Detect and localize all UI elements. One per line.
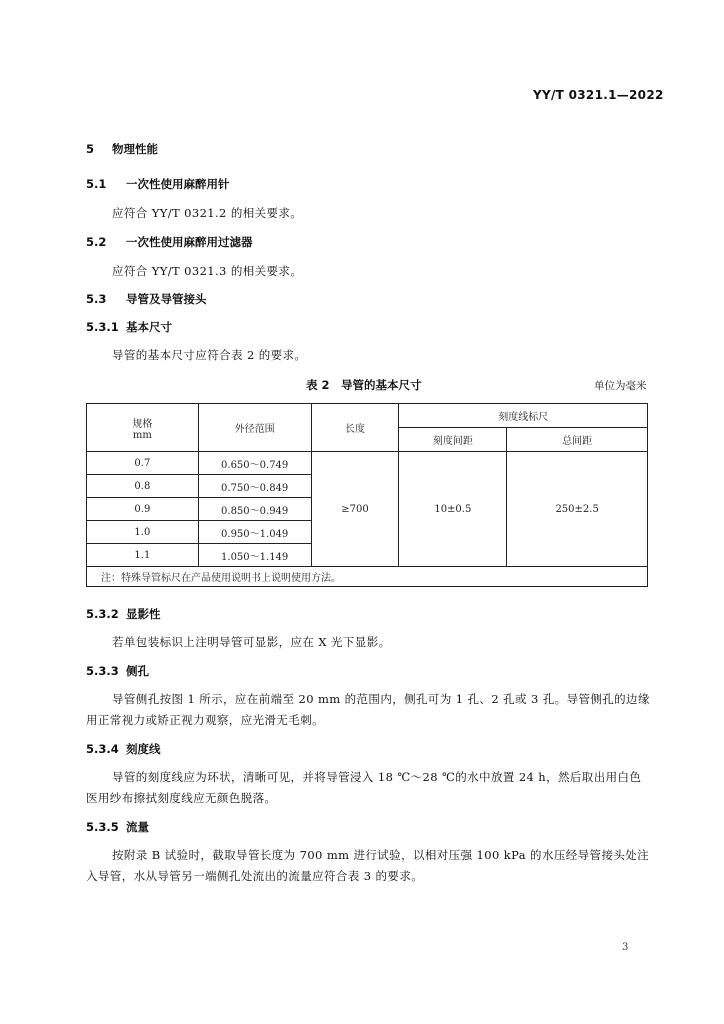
section-number: 5.3 [86,292,107,306]
section-5-3-4-heading [86,741,161,757]
header-spec-unit: mm [132,429,152,441]
cell-spec: 0.9 [87,498,199,521]
section-title: 侧孔 [126,664,149,678]
header-scale: 刻度线标尺 [399,404,648,428]
section-title: 一次性使用麻醉用过滤器 [126,235,253,249]
header-length: 长度 [311,404,399,452]
page-number: 3 [622,942,629,953]
cell-spec: 1.0 [87,521,199,544]
section-title: 流量 [126,820,149,834]
section-number: 5.3.2 [86,607,119,621]
section-5-3-1-body: 导管的基本尺寸应符合表 2 的要求。 [112,348,307,362]
table-2 [86,403,648,587]
section-5-1-heading [86,176,230,192]
section-number: 5.1 [86,177,107,191]
cell-od: 0.850～0.949 [198,498,311,521]
table-note: 注：特殊导管标尺在产品使用说明书上说明使用方法。 [87,567,648,587]
section-5-3-2-heading [86,606,161,622]
cell-length: ≥700 [311,452,399,567]
section-title: 一次性使用麻醉用针 [126,177,230,191]
cell-spec: 0.8 [87,475,199,498]
cell-spec: 1.1 [87,544,199,567]
standard-code: YY/T 0321.1—2022 [533,88,664,102]
cell-spec: 0.7 [87,452,199,475]
section-5-3-4-body-line2: 医用纱布擦拭刻度线应无颜色脱落。 [86,791,277,805]
section-title: 物理性能 [112,142,158,156]
section-title: 刻度线 [126,742,161,756]
section-5-3-heading [86,291,207,307]
cell-od: 0.950～1.049 [198,521,311,544]
cell-od: 0.750～0.849 [198,475,311,498]
section-5-3-3-body-line1: 导管侧孔按图 1 所示，应在前端至 20 mm 的范围内，侧孔可为 1 孔、2 孔或 3 孔。导管侧孔的边缘 [112,692,650,706]
section-title: 导管及导管接头 [126,292,207,306]
section-5-3-5-body-line2: 入导管，水从导管另一端侧孔处流出的流量应符合表 3 的要求。 [86,869,424,883]
section-number: 5.2 [86,235,107,249]
section-5-3-3-body-line2: 用正常视力或矫正视力观察，应光滑无毛刺。 [86,713,324,727]
section-5-3-5-heading [86,819,149,835]
cell-od: 1.050～1.149 [198,544,311,567]
header-spec [87,404,199,452]
header-spec-label: 规格 [132,418,153,430]
section-5-3-2-body: 若单包装标识上注明导管可显影，应在 X 光下显影。 [112,635,391,649]
section-number: 5.3.3 [86,664,119,678]
table-2-unit: 单位为毫米 [594,380,647,392]
table-2-caption: 表 2 导管的基本尺寸 [306,378,422,392]
section-5-3-1-heading [86,319,172,335]
section-5-heading [86,141,158,157]
header-od-range: 外径范围 [198,404,311,452]
cell-scale-interval: 10±0.5 [399,452,507,567]
cell-total-interval: 250±2.5 [507,452,648,567]
section-number: 5.3.4 [86,742,119,756]
section-5-2-heading [86,234,253,250]
section-number: 5.3.5 [86,820,119,834]
cell-od: 0.650～0.749 [198,452,311,475]
section-title: 显影性 [126,607,161,621]
section-title: 基本尺寸 [126,320,172,334]
section-5-3-3-heading [86,663,149,679]
header-total-interval: 总间距 [507,428,648,452]
section-number: 5.3.1 [86,320,119,334]
section-5-2-body: 应符合 YY/T 0321.3 的相关要求。 [112,264,303,278]
header-scale-interval: 刻度间距 [399,428,507,452]
section-5-3-4-body-line1: 导管的刻度线应为环状，清晰可见，并将导管浸入 18 ℃～28 ℃的水中放置 24 h，然后取出用白色 [112,770,642,784]
section-number: 5 [86,142,95,156]
section-5-3-5-body-line1: 按附录 B 试验时，截取导管长度为 700 mm 进行试验，以相对压强 100 kPa 的水压经导管接头处注 [112,848,650,862]
section-5-1-body: 应符合 YY/T 0321.2 的相关要求。 [112,206,303,220]
table-row [87,452,648,475]
